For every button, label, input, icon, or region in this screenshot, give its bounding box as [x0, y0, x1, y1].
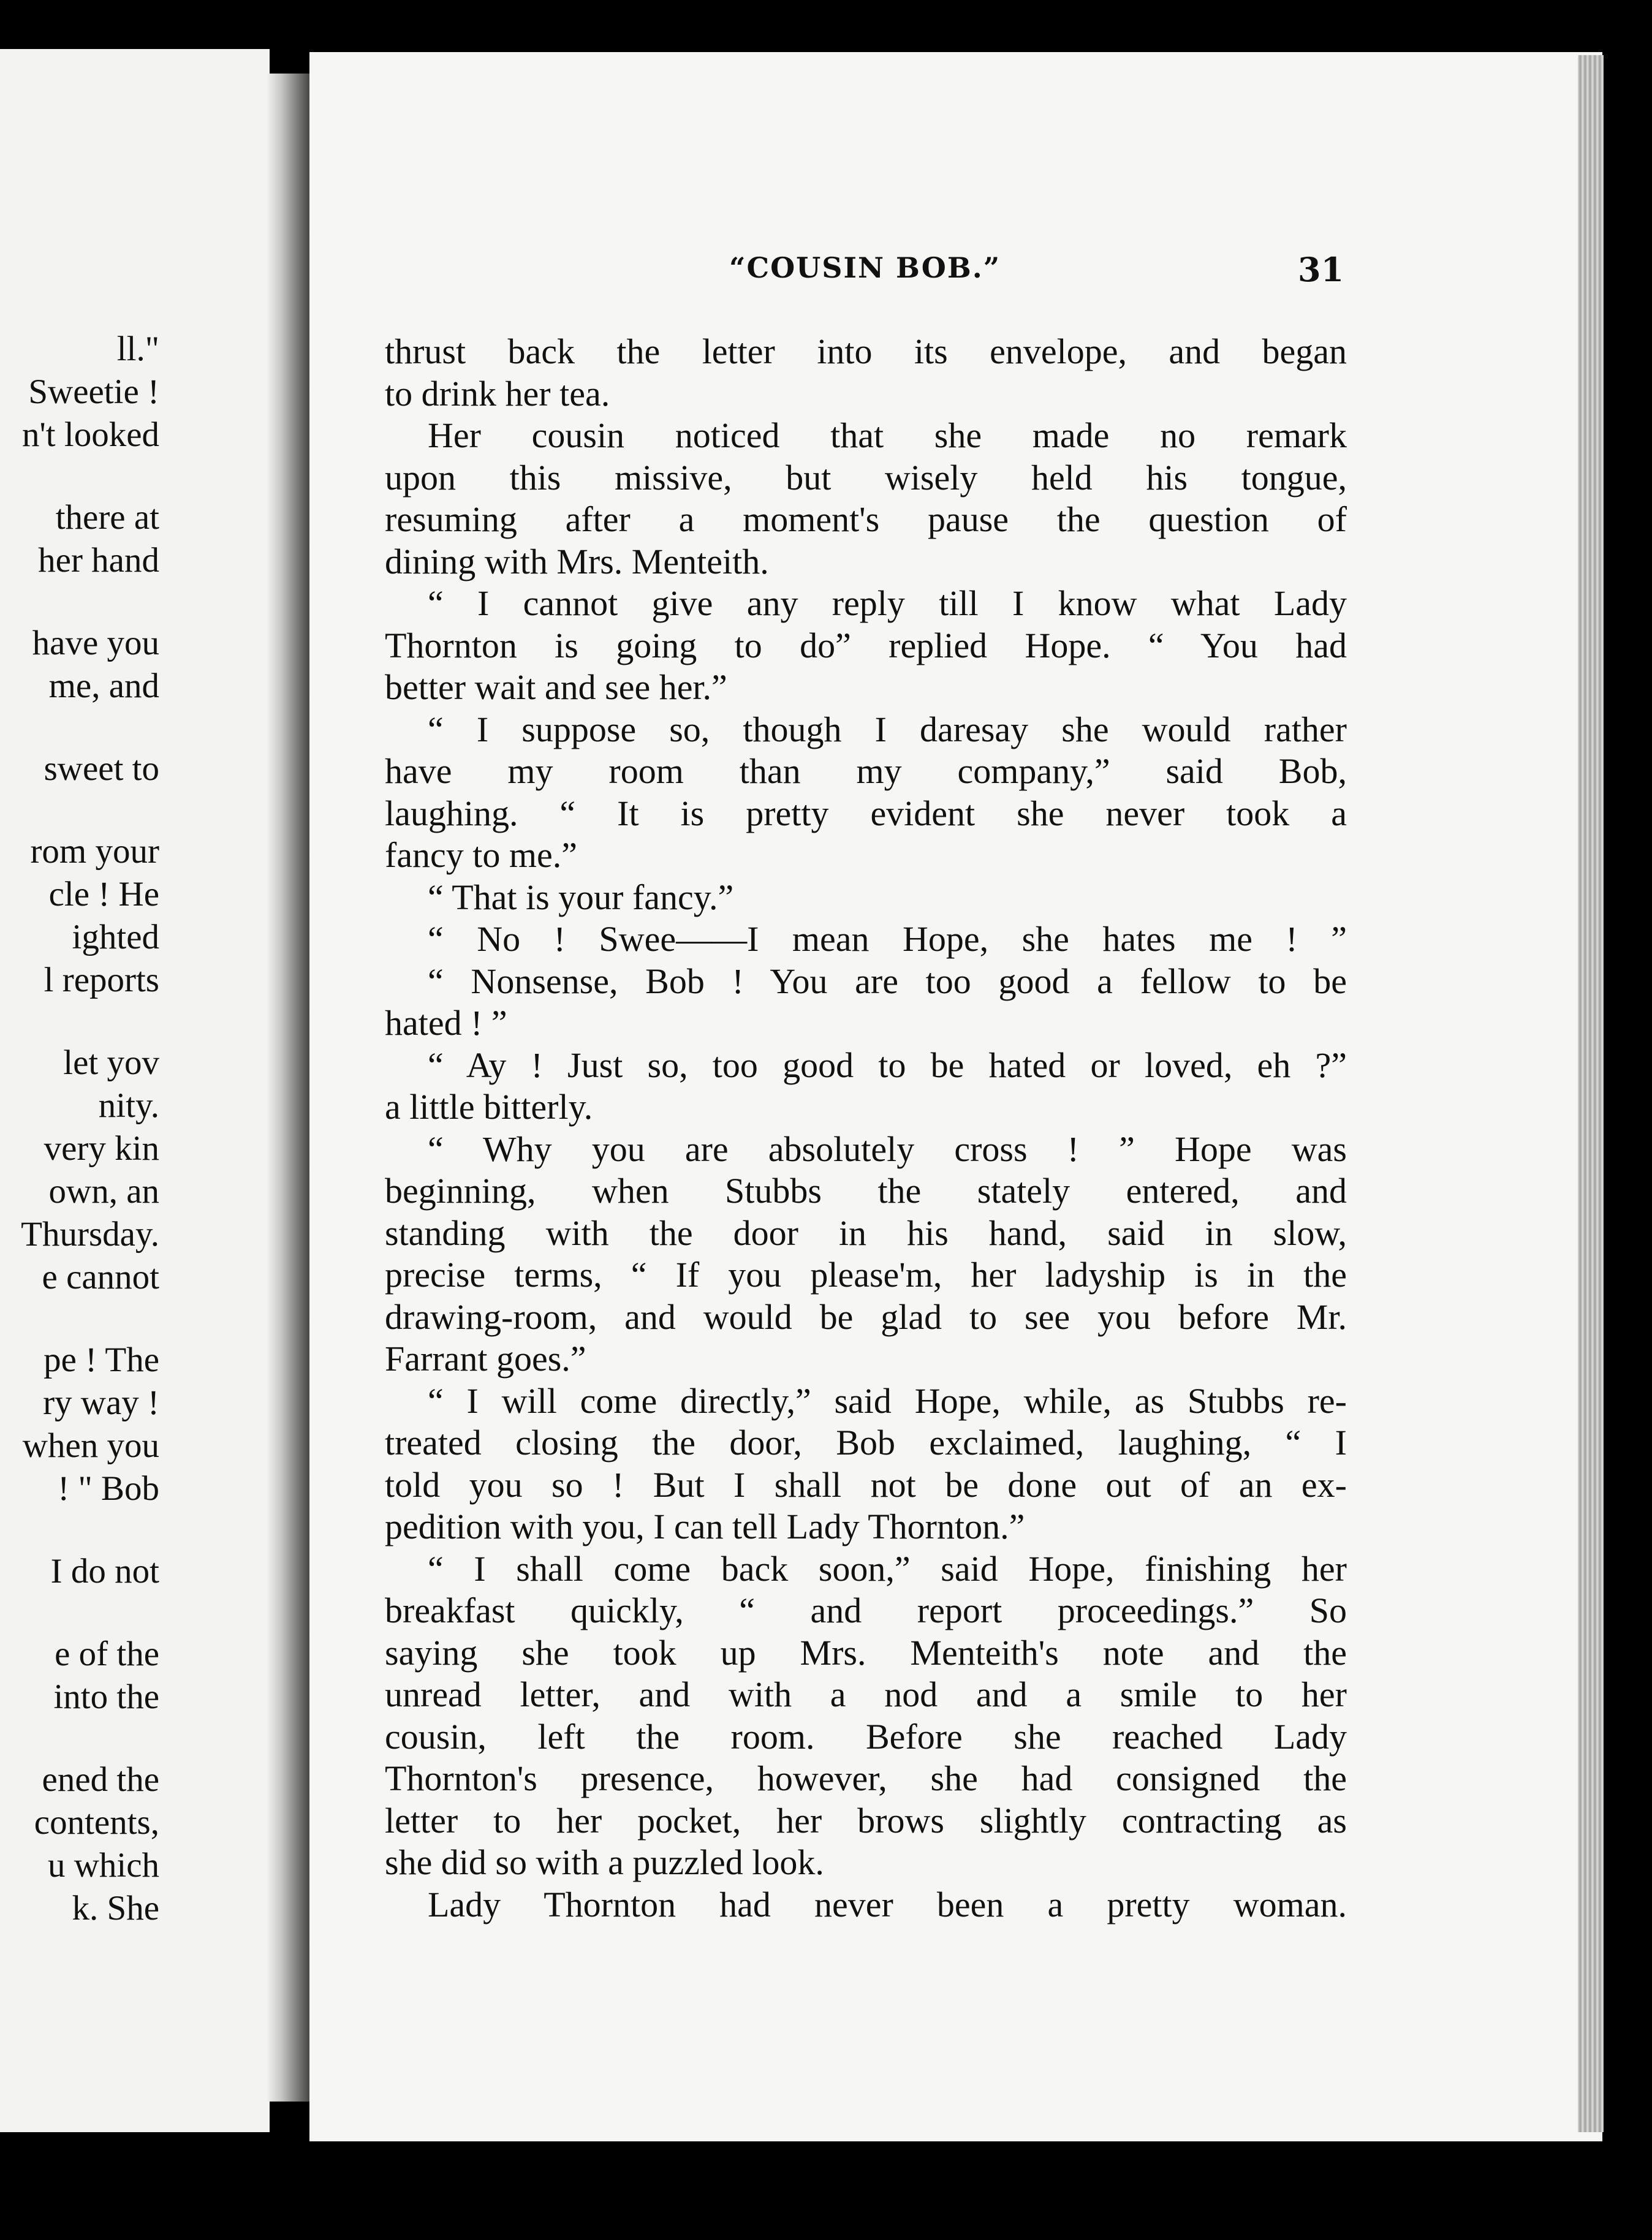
left-fragment: u which	[47, 1846, 159, 1885]
text-line: “ Ay ! Just so, too good to be hated or loved, eh ?”	[428, 1045, 1347, 1085]
left-fragment: I do not	[50, 1552, 159, 1591]
left-fragment: ll."	[116, 330, 159, 368]
text-line: upon this missive, but wisely held his tongue,	[385, 457, 1347, 498]
text-line: letter to her pocket, her brows slightly contracting as	[385, 1800, 1347, 1841]
left-fragment: ened the	[42, 1760, 159, 1799]
text-line: thrust back the letter into its envelope, and began	[385, 331, 1347, 371]
text-line: pedition with you, I can tell Lady Thornton.”	[385, 1507, 1025, 1546]
text-line: “ I shall come back soon,” said Hope, finishing her	[428, 1548, 1347, 1589]
text-line: hated ! ”	[385, 1003, 507, 1043]
body-text	[385, 331, 1347, 1926]
left-fragment: very kin	[44, 1129, 159, 1168]
text-line: she did so with a puzzled look.	[385, 1842, 824, 1882]
left-fragment: e cannot	[42, 1258, 159, 1296]
left-fragment: n't looked	[22, 415, 159, 454]
text-line: “ Why you are absolutely cross ! ” Hope was	[428, 1129, 1347, 1169]
text-line: dining with Mrs. Menteith.	[385, 541, 769, 581]
text-line: Her cousin noticed that she made no remark	[428, 415, 1347, 455]
text-line: treated closing the door, Bob exclaimed, laughing, “ I	[385, 1423, 1347, 1462]
left-fragment: let yov	[63, 1043, 159, 1082]
left-fragment: there at	[55, 498, 159, 537]
left-fragment: e of the	[55, 1635, 159, 1673]
left-fragment: into the	[53, 1678, 159, 1716]
text-line: precise terms, “ If you please'm, her ladyship is in the	[385, 1255, 1347, 1295]
text-line: told you so ! But I shall not be done out of an ex-	[385, 1464, 1347, 1505]
left-fragment: sweet to	[44, 749, 159, 788]
left-fragment: rom your	[30, 832, 159, 871]
text-line: Lady Thornton had never been a pretty woman.	[428, 1884, 1347, 1924]
left-fragment: ! " Bob	[58, 1469, 159, 1508]
running-head: “COUSIN BOB.”	[729, 251, 1001, 284]
left-fragment: ry way !	[43, 1383, 159, 1422]
text-line: “ I will come directly,” said Hope, while, as Stubbs re-	[428, 1380, 1347, 1421]
text-line: breakfast quickly, “ and report proceedings.” So	[385, 1591, 1347, 1630]
text-line: resuming after a moment's pause the question of	[385, 499, 1347, 539]
left-fragment: have you	[32, 624, 159, 662]
left-fragment: Thursday.	[21, 1215, 159, 1254]
text-line: standing with the door in his hand, said in slow,	[385, 1213, 1347, 1253]
text-line: better wait and see her.”	[385, 667, 727, 707]
text-line: “ That is your fancy.”	[428, 877, 734, 917]
left-fragment: her hand	[38, 541, 159, 580]
book-gutter	[267, 74, 316, 2102]
text-line: a little bitterly.	[385, 1087, 593, 1127]
page-number: 31	[1298, 250, 1344, 289]
left-fragment: me, and	[48, 667, 159, 705]
text-line: drawing-room, and would be glad to see you before Mr.	[385, 1296, 1347, 1337]
text-line: “ I suppose so, though I daresay she would rather	[428, 709, 1347, 749]
left-fragment: cle ! He	[48, 875, 159, 914]
left-fragment: own, an	[48, 1172, 159, 1211]
text-line: saying she took up Mrs. Menteith's note and the	[385, 1632, 1347, 1673]
text-line: fancy to me.”	[385, 835, 578, 875]
text-line: “ No ! Swee——I mean Hope, she hates me ! ”	[428, 919, 1347, 959]
text-line: “ I cannot give any reply till I know what Lady	[428, 583, 1347, 623]
text-line: laughing. “ It is pretty evident she never took a	[385, 793, 1347, 833]
text-line: beginning, when Stubbs the stately entered, and	[385, 1171, 1347, 1211]
left-fragment: k. She	[72, 1889, 159, 1928]
left-fragment: contents,	[34, 1803, 159, 1842]
left-fragment: nity.	[98, 1086, 159, 1125]
text-line: “ Nonsense, Bob ! You are too good a fellow to be	[428, 961, 1347, 1001]
left-fragment: pe ! The	[44, 1341, 159, 1379]
text-line: Farrant goes.”	[385, 1339, 586, 1379]
text-line: have my room than my company,” said Bob,	[385, 751, 1347, 791]
text-line: to drink her tea.	[385, 373, 610, 414]
left-page	[0, 49, 270, 2132]
left-fragment: Sweetie !	[28, 373, 159, 411]
left-fragment: l reports	[44, 961, 159, 999]
text-line: cousin, left the room. Before she reached Lady	[385, 1716, 1347, 1757]
page-edges	[1578, 55, 1604, 2132]
left-fragment: ighted	[72, 918, 159, 956]
text-line: Thornton is going to do” replied Hope. “ You had	[385, 625, 1347, 665]
left-fragment: when you	[22, 1426, 159, 1465]
text-line: unread letter, and with a nod and a smile to her	[385, 1674, 1347, 1714]
text-line: Thornton's presence, however, she had consigned the	[385, 1758, 1347, 1798]
